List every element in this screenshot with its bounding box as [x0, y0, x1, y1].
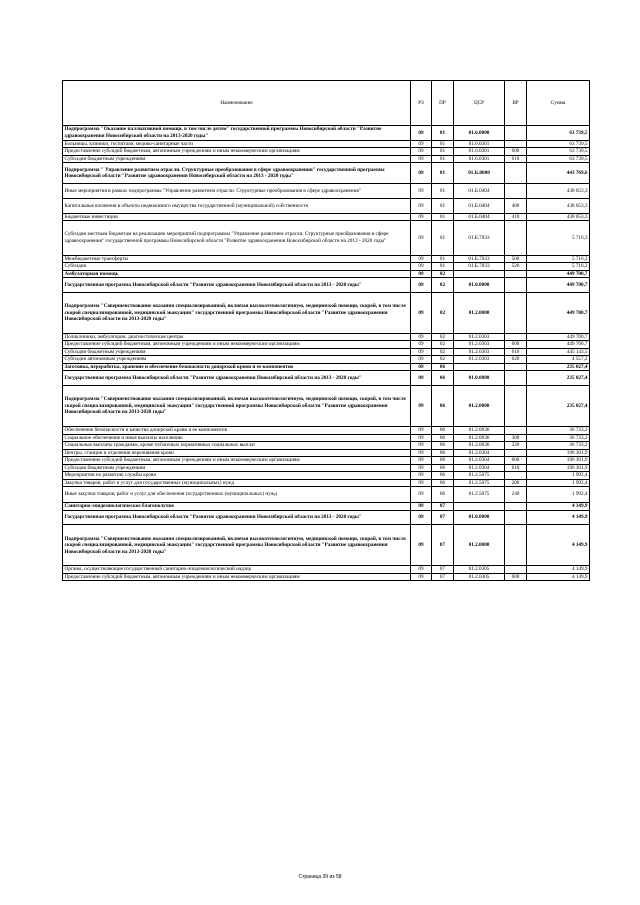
cell-csr: 01.Б.0404 — [454, 199, 505, 214]
cell-vr: 520 — [505, 263, 527, 271]
cell-csr — [454, 270, 505, 278]
cell-csr — [454, 363, 505, 371]
cell-pr: 07 — [432, 525, 454, 566]
cell-sum: 449 700,7 — [527, 278, 590, 293]
table-row — [63, 464, 590, 472]
cell-pr: 01 — [432, 263, 454, 271]
cell-sum: 4 149,9 — [527, 525, 590, 566]
cell-pr: 02 — [432, 278, 454, 293]
cell-sum: 449 700,7 — [527, 270, 590, 278]
cell-csr: 01.Б.0404 — [454, 184, 505, 199]
cell-sum: 5 716,3 — [527, 263, 590, 271]
cell-pr: 06 — [432, 479, 454, 487]
cell-sum: 5 716,3 — [527, 255, 590, 263]
cell-pr: 01 — [432, 148, 454, 156]
cell-name: Субсидии бюджетным учреждениям — [63, 348, 411, 356]
table-row — [63, 479, 590, 487]
table-row — [63, 126, 590, 141]
table-row — [63, 213, 590, 221]
cell-sum: 438 053,3 — [527, 184, 590, 199]
cell-rz: 09 — [411, 270, 432, 278]
cell-vr: 610 — [505, 348, 527, 356]
table-row — [63, 525, 590, 566]
cell-sum: 449 700,7 — [527, 341, 590, 349]
cell-pr: 06 — [432, 434, 454, 442]
cell-pr: 06 — [432, 464, 454, 472]
cell-name: Предоставление субсидий бюджетным, автономным учреждениям и иным некоммерческим организациям — [63, 341, 411, 349]
cell-pr: 01 — [432, 255, 454, 263]
cell-vr: 200 — [505, 479, 527, 487]
table-body — [63, 126, 590, 581]
cell-sum: 196 301,9 — [527, 457, 590, 465]
cell-pr: 02 — [432, 333, 454, 341]
cell-csr: 01.6.0000 — [454, 126, 505, 141]
cell-sum: 1 992,4 — [527, 472, 590, 480]
cell-vr: 300 — [505, 434, 527, 442]
cell-csr: 01.2.0036 — [454, 434, 505, 442]
cell-rz: 09 — [411, 525, 432, 566]
cell-name: Подпрограмма "Совершенствование оказания специализированной, включая высокотехнологичную, медицинской помощи, скорой, в том числе скорой специализированной, медицинской эвакуации" государственной программы Новосибирской области "Развитие здравоохранения Новосибирской области на 2013-2020 годы" — [63, 292, 411, 333]
cell-csr: 01.Б.0000 — [454, 163, 505, 184]
cell-name: Подпрограмма " Управление развитием отрасли. Структурные преобразования в сфере здравоохранения" государственной программы Новосибирской области "Развитие здравоохранения Новосибирской области на 2013 - 2020 годы" — [63, 163, 411, 184]
table-row — [63, 434, 590, 442]
table-row — [63, 163, 590, 184]
table-row — [63, 184, 590, 199]
cell-rz: 09 — [411, 479, 432, 487]
table-row — [63, 371, 590, 386]
cell-csr: 01.Б.7033 — [454, 221, 505, 255]
cell-vr: 600 — [505, 148, 527, 156]
cell-name: Подпрограмма "Оказание паллиативной помощи, в том числе детям" государственной программы Новосибирской области "Развитие здравоохранения Новосибирской области на 2013-2020 годы" — [63, 126, 411, 141]
cell-rz: 09 — [411, 356, 432, 364]
table-row — [63, 427, 590, 435]
cell-name: Субсидии — [63, 263, 411, 271]
cell-rz: 09 — [411, 472, 432, 480]
cell-pr: 01 — [432, 213, 454, 221]
cell-name: Субсидии местным бюджетам на реализацию мероприятий подпрограммы "Управление развитием отрасли. Структурные преобразования в сфере здравоохранения" государственной программы Новосибирской области "Развитие здравоохранения Новосибирской области на 2013 - 2020 годы" — [63, 221, 411, 255]
cell-rz: 09 — [411, 503, 432, 511]
cell-sum: 4 149,9 — [527, 503, 590, 511]
cell-vr — [505, 503, 527, 511]
cell-name: Государственная программа Новосибирской области "Развитие здравоохранения Новосибирской области на 2013 - 2020 годы" — [63, 278, 411, 293]
table-row — [63, 566, 590, 574]
cell-rz: 09 — [411, 140, 432, 148]
cell-csr: 01.2.0303 — [454, 348, 505, 356]
table-row — [63, 263, 590, 271]
cell-sum: 5 716,3 — [527, 221, 590, 255]
header-vr: ВР — [505, 81, 527, 126]
table-row — [63, 487, 590, 503]
cell-vr: 500 — [505, 255, 527, 263]
cell-vr — [505, 221, 527, 255]
cell-name: Государственная программа Новосибирской области "Развитие здравоохранения Новосибирской области на 2013 - 2020 годы" — [63, 510, 411, 525]
page-footer: Страница 39 из 58 — [298, 874, 342, 880]
table-row — [63, 341, 590, 349]
cell-csr: 01.6.0301 — [454, 155, 505, 163]
cell-rz: 09 — [411, 213, 432, 221]
cell-pr: 01 — [432, 221, 454, 255]
cell-vr: 620 — [505, 356, 527, 364]
cell-csr — [454, 503, 505, 511]
cell-csr: 01.2.0304 — [454, 449, 505, 457]
cell-rz: 09 — [411, 348, 432, 356]
cell-sum: 196 301,9 — [527, 449, 590, 457]
cell-rz: 09 — [411, 255, 432, 263]
cell-vr — [505, 510, 527, 525]
cell-csr: 01.0.0000 — [454, 371, 505, 386]
cell-rz: 09 — [411, 221, 432, 255]
cell-vr: 400 — [505, 199, 527, 214]
cell-name: Бюджетные инвестиции — [63, 213, 411, 221]
cell-name: Предоставление субсидий бюджетным, автономным учреждениям и иным некоммерческим организациям — [63, 148, 411, 156]
table-row — [63, 573, 590, 581]
document-page — [62, 80, 589, 581]
cell-rz: 09 — [411, 427, 432, 435]
table-row — [63, 348, 590, 356]
cell-name: Подпрограмма "Совершенствование оказания специализированной, включая высокотехнологичную, медицинской помощи, скорой, в том числе скорой специализированной, медицинской эвакуации" государственной программы Новосибирской области "Развитие здравоохранения Новосибирской области на 2013-2020 годы" — [63, 525, 411, 566]
cell-vr: 410 — [505, 213, 527, 221]
cell-csr: 01.0.0000 — [454, 510, 505, 525]
cell-name: Социальное обеспечение и иные выплаты населению — [63, 434, 411, 442]
cell-vr — [505, 292, 527, 333]
cell-sum: 235 027,4 — [527, 363, 590, 371]
cell-sum: 1 992,4 — [527, 479, 590, 487]
table-row — [63, 472, 590, 480]
header-pr: ПР — [432, 81, 454, 126]
cell-pr: 07 — [432, 503, 454, 511]
table-row — [63, 255, 590, 263]
cell-pr: 01 — [432, 184, 454, 199]
table-row — [63, 457, 590, 465]
table-row — [63, 503, 590, 511]
cell-vr — [505, 184, 527, 199]
table-row — [63, 199, 590, 214]
table-row — [63, 140, 590, 148]
table-row — [63, 442, 590, 450]
cell-csr: 01.2.0036 — [454, 427, 505, 435]
cell-sum: 235 027,4 — [527, 371, 590, 386]
cell-name: Субсидии бюджетным учреждениям — [63, 464, 411, 472]
cell-sum: 445 143,5 — [527, 348, 590, 356]
cell-csr: 01.2.0000 — [454, 385, 505, 426]
cell-name: Закупка товаров, работ и услуг для государственных (муниципальных) нужд — [63, 479, 411, 487]
cell-rz: 09 — [411, 341, 432, 349]
cell-csr: 01.6.0301 — [454, 148, 505, 156]
table-row — [63, 292, 590, 333]
cell-name: Мероприятия по развитию службы крови — [63, 472, 411, 480]
cell-name: Капитальные вложения в объекты недвижимого имущества государственной (муниципальной) собственности — [63, 199, 411, 214]
cell-sum: 36 733,2 — [527, 427, 590, 435]
cell-pr: 02 — [432, 356, 454, 364]
cell-sum: 36 733,2 — [527, 442, 590, 450]
cell-sum: 443 769,6 — [527, 163, 590, 184]
table-row — [63, 155, 590, 163]
cell-vr: 600 — [505, 341, 527, 349]
cell-name: Подпрограмма "Совершенствование оказания специализированной, включая высокотехнологичную, медицинской помощи, скорой, в том числе скорой специализированной, медицинской эвакуации" государственной программы Новосибирской области "Развитие здравоохранения Новосибирской области на 2013-2020 годы" — [63, 385, 411, 426]
cell-csr: 01.Б.7033 — [454, 263, 505, 271]
cell-name: Социальные выплаты гражданам, кроме публичных нормативных социальных выплат — [63, 442, 411, 450]
table-row — [63, 270, 590, 278]
cell-sum: 36 733,2 — [527, 434, 590, 442]
cell-vr: 320 — [505, 442, 527, 450]
cell-name: Предоставление субсидий бюджетным, автономным учреждениям и иным некоммерческим организациям — [63, 573, 411, 581]
cell-pr: 01 — [432, 126, 454, 141]
cell-csr: 01.2.0304 — [454, 457, 505, 465]
table-row — [63, 385, 590, 426]
cell-vr: 610 — [505, 155, 527, 163]
cell-csr: 01.2.5075 — [454, 479, 505, 487]
cell-name: Заготовка, переработка, хранение и обеспечение безопасности донорской крови и ее компонентов — [63, 363, 411, 371]
cell-pr: 01 — [432, 155, 454, 163]
cell-sum: 1 992,4 — [527, 487, 590, 503]
cell-name: Амбулаторная помощь — [63, 270, 411, 278]
table-row — [63, 278, 590, 293]
cell-csr: 01.2.0305 — [454, 573, 505, 581]
cell-pr: 06 — [432, 427, 454, 435]
cell-name: Иные закупки товаров, работ и услуг для обеспечения государственных (муниципальных) нужд — [63, 487, 411, 503]
cell-name: Субсидии автономным учреждениям — [63, 356, 411, 364]
cell-rz: 09 — [411, 487, 432, 503]
cell-rz: 09 — [411, 385, 432, 426]
cell-sum: 4 149,9 — [527, 566, 590, 574]
cell-rz: 09 — [411, 573, 432, 581]
cell-vr — [505, 371, 527, 386]
cell-vr: 600 — [505, 457, 527, 465]
cell-sum: 63 739,5 — [527, 155, 590, 163]
cell-vr — [505, 449, 527, 457]
cell-csr: 01.2.0305 — [454, 566, 505, 574]
cell-rz: 09 — [411, 510, 432, 525]
cell-pr: 06 — [432, 442, 454, 450]
cell-rz: 09 — [411, 278, 432, 293]
cell-rz: 09 — [411, 464, 432, 472]
cell-pr: 06 — [432, 449, 454, 457]
cell-sum: 438 053,3 — [527, 199, 590, 214]
cell-vr — [505, 333, 527, 341]
cell-sum: 63 739,5 — [527, 140, 590, 148]
cell-pr: 02 — [432, 341, 454, 349]
cell-csr: 01.2.0000 — [454, 292, 505, 333]
header-sum: Сумма — [527, 81, 590, 126]
cell-name: Органы, осуществляющие государственный санитарно-эпидемиологический надзор — [63, 566, 411, 574]
cell-pr: 01 — [432, 199, 454, 214]
cell-sum: 196 301,9 — [527, 464, 590, 472]
cell-sum: 4 557,2 — [527, 356, 590, 364]
cell-sum: 4 149,9 — [527, 510, 590, 525]
cell-vr — [505, 270, 527, 278]
cell-pr: 02 — [432, 270, 454, 278]
cell-rz: 09 — [411, 434, 432, 442]
cell-csr: 01.2.5075 — [454, 487, 505, 503]
cell-vr: 610 — [505, 464, 527, 472]
cell-csr: 01.6.0301 — [454, 140, 505, 148]
cell-rz: 09 — [411, 566, 432, 574]
cell-csr: 01.2.5075 — [454, 472, 505, 480]
cell-pr: 06 — [432, 363, 454, 371]
budget-table — [62, 80, 590, 581]
table-row — [63, 449, 590, 457]
cell-rz: 09 — [411, 199, 432, 214]
cell-vr: 240 — [505, 487, 527, 503]
cell-vr — [505, 363, 527, 371]
cell-name: Субсидии бюджетным учреждениям — [63, 155, 411, 163]
cell-sum: 449 700,7 — [527, 333, 590, 341]
cell-csr: 01.0.0000 — [454, 278, 505, 293]
cell-pr: 06 — [432, 472, 454, 480]
cell-rz: 09 — [411, 457, 432, 465]
cell-pr: 02 — [432, 292, 454, 333]
cell-rz: 09 — [411, 126, 432, 141]
cell-vr — [505, 278, 527, 293]
cell-rz: 09 — [411, 442, 432, 450]
cell-rz: 09 — [411, 363, 432, 371]
cell-pr: 01 — [432, 163, 454, 184]
cell-vr — [505, 385, 527, 426]
table-row — [63, 221, 590, 255]
cell-rz: 09 — [411, 163, 432, 184]
cell-rz: 09 — [411, 449, 432, 457]
cell-name: Санитарно-эпидемиологическое благополучие — [63, 503, 411, 511]
cell-rz: 09 — [411, 184, 432, 199]
cell-vr — [505, 525, 527, 566]
header-rz: РЗ — [411, 81, 432, 126]
cell-pr: 07 — [432, 566, 454, 574]
cell-name: Обеспечение безопасности и качества донорской крови и ее компонентов — [63, 427, 411, 435]
cell-sum: 438 053,3 — [527, 213, 590, 221]
cell-name: Предоставление субсидий бюджетным, автономным учреждениям и иным некоммерческим организациям — [63, 457, 411, 465]
cell-csr: 01.2.0036 — [454, 442, 505, 450]
cell-vr — [505, 163, 527, 184]
cell-sum: 449 700,7 — [527, 292, 590, 333]
cell-sum: 4 149,9 — [527, 573, 590, 581]
cell-sum: 63 739,5 — [527, 148, 590, 156]
cell-pr: 06 — [432, 487, 454, 503]
cell-name: Поликлиники, амбулатории, диагностические центры — [63, 333, 411, 341]
cell-name: Центры, станции и отделения переливания крови — [63, 449, 411, 457]
cell-pr: 06 — [432, 371, 454, 386]
cell-sum: 63 739,5 — [527, 126, 590, 141]
cell-pr: 06 — [432, 457, 454, 465]
cell-csr: 01.2.0304 — [454, 464, 505, 472]
cell-rz: 09 — [411, 292, 432, 333]
cell-pr: 02 — [432, 348, 454, 356]
cell-pr: 01 — [432, 140, 454, 148]
cell-vr — [505, 566, 527, 574]
cell-vr — [505, 140, 527, 148]
cell-vr — [505, 126, 527, 141]
header-csr: ЦСР — [454, 81, 505, 126]
cell-name: Иные мероприятия в рамках подпрограммы "Управление развитием отрасли. Структурные преобразования в сфере здравоохранения" — [63, 184, 411, 199]
cell-pr: 06 — [432, 385, 454, 426]
cell-csr: 01.2.0000 — [454, 525, 505, 566]
cell-csr: 01.2.0303 — [454, 333, 505, 341]
table-row — [63, 356, 590, 364]
cell-rz: 09 — [411, 371, 432, 386]
table-row — [63, 148, 590, 156]
cell-name: Государственная программа Новосибирской области "Развитие здравоохранения Новосибирской области на 2013 - 2020 годы" — [63, 371, 411, 386]
cell-csr: 01.Б.7033 — [454, 255, 505, 263]
cell-vr: 600 — [505, 573, 527, 581]
table-header — [63, 81, 590, 126]
cell-pr: 07 — [432, 573, 454, 581]
table-row — [63, 333, 590, 341]
cell-rz: 09 — [411, 148, 432, 156]
cell-rz: 09 — [411, 263, 432, 271]
cell-csr: 01.Б.0404 — [454, 213, 505, 221]
cell-vr — [505, 427, 527, 435]
cell-csr: 01.2.0303 — [454, 356, 505, 364]
cell-csr: 01.2.0303 — [454, 341, 505, 349]
cell-pr: 07 — [432, 510, 454, 525]
cell-sum: 235 027,4 — [527, 385, 590, 426]
header-name: Наименование — [63, 81, 411, 126]
cell-rz: 09 — [411, 333, 432, 341]
cell-name: Больницы, клиники, госпитали, медико-санитарные части — [63, 140, 411, 148]
cell-rz: 09 — [411, 155, 432, 163]
table-row — [63, 363, 590, 371]
table-row — [63, 510, 590, 525]
cell-name: Межбюджетные трансферты — [63, 255, 411, 263]
cell-vr — [505, 472, 527, 480]
